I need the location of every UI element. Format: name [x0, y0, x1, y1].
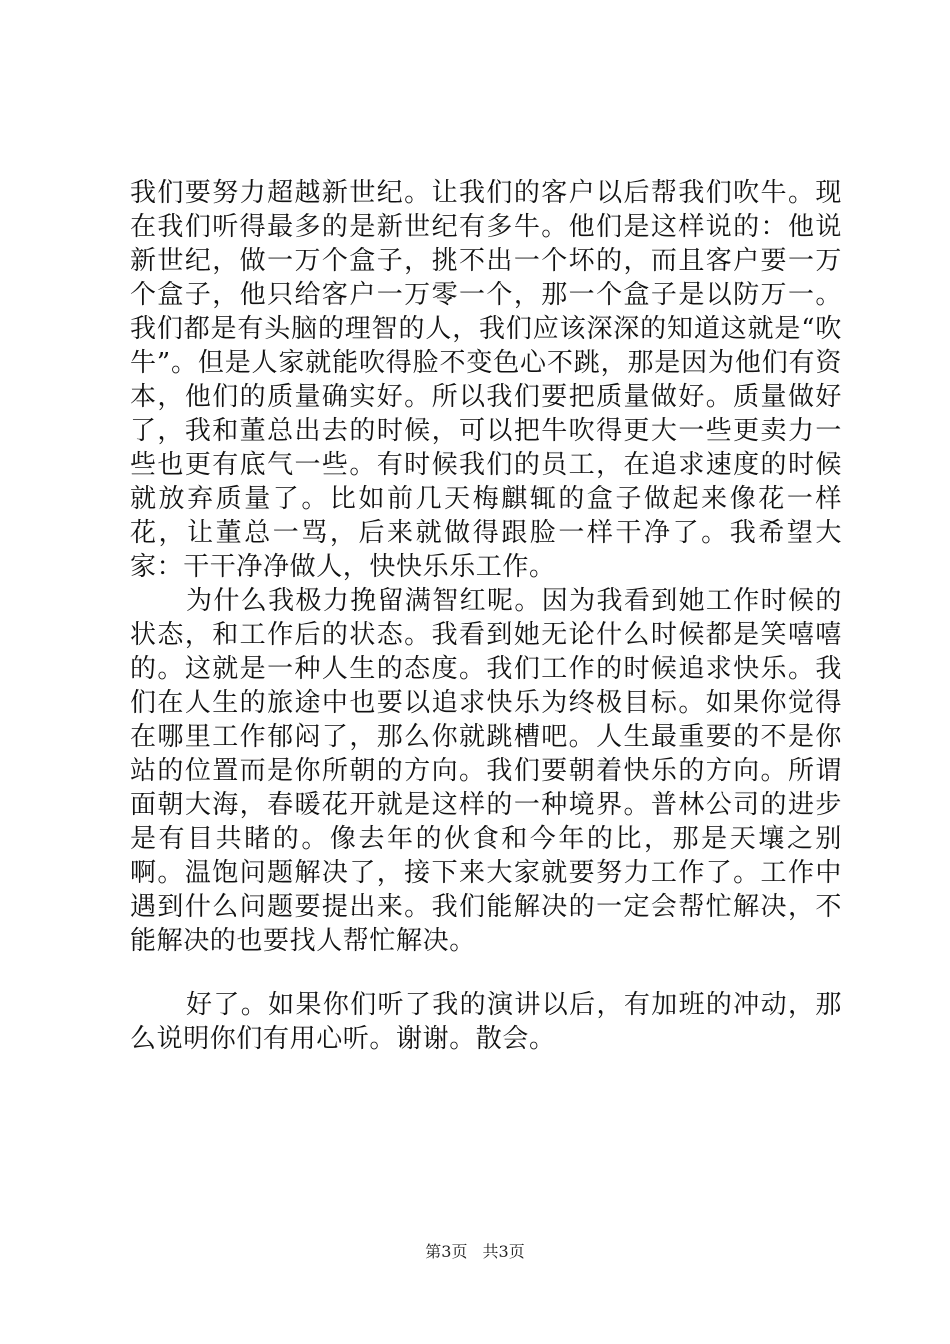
page-total: 共3页: [482, 1242, 525, 1261]
document-body: [130, 176, 842, 1056]
page-number: 第3页: [425, 1242, 468, 1261]
paragraph-1: 我们要努力超越新世纪。让我们的客户以后帮我们吹牛。现在我们听得最多的是新世纪有多牛。他们是这样说的：他说新世纪，做一万个盒子，挑不出一个坏的，而且客户要一万个盒子，他只给客户一万零一个，那一个盒子是以防万一。我们都是有头脑的理智的人，我们应该深深的知道这就是“吹牛”。但是人家就能吹得脸不变色心不跳，那是因为他们有资本，他们的质量确实好。所以我们要把质量做好。质量做好了，我和董总出去的时候，可以把牛吹得更大一些更卖力一些也更有底气一些。有时候我们的员工，在追求速度的时候就放弃质量了。比如前几天梅麒辄的盒子做起来像花一样花，让董总一骂，后来就做得跟脸一样干净了。我希望大家：干干净净做人，快快乐乐工作。: [130, 178, 842, 582]
paragraph-3: 好了。如果你们听了我的演讲以后，有加班的冲动，那么说明你们有用心听。谢谢。散会。: [130, 990, 842, 1054]
paragraph-2: 为什么我极力挽留满智红呢。因为我看到她工作时候的状态，和工作后的状态。我看到她无论什么时候都是笑嘻嘻的。这就是一种人生的态度。我们工作的时候追求快乐。我们在人生的旅途中也要以追求快乐为终极目标。如果你觉得在哪里工作郁闷了，那么你就跳槽吧。人生最重要的不是你站的位置而是你所朝的方向。我们要朝着快乐的方向。所谓面朝大海，春暖花开就是这样的一种境界。普林公司的进步是有目共睹的。像去年的伙食和今年的比，那是天壤之别啊。温饱问题解决了，接下来大家就要努力工作了。工作中遇到什么问题要提出来。我们能解决的一定会帮忙解决，不能解决的也要找人帮忙解决。: [130, 586, 842, 956]
page-footer: [0, 1242, 950, 1262]
